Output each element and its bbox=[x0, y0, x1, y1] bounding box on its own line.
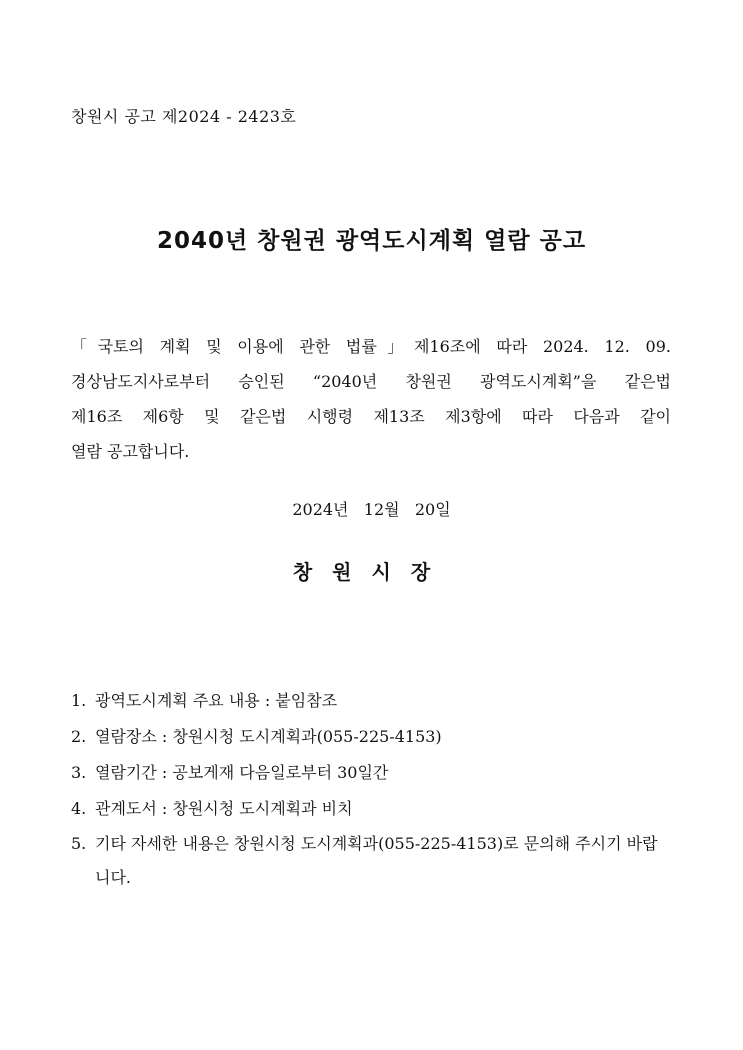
item-number: 3. bbox=[71, 763, 87, 782]
item-list bbox=[71, 683, 681, 895]
item-text: 기타 자세한 내용은 창원시청 도시계획과(055-225-4153)로 문의해 주시기 바랍니다. bbox=[95, 834, 658, 887]
body-line: 경상남도지사로부터 승인된 “2040년 창원권 광역도시계획”을 같은법 bbox=[71, 372, 671, 391]
item-number: 1. bbox=[71, 691, 87, 710]
body-line: 「국토의 계획 및 이용에 관한 법률」제16조에 따라 2024. 12. 09. bbox=[71, 337, 671, 356]
item-text: 열람기간 : 공보게재 다음일로부터 30일간 bbox=[95, 763, 389, 782]
list-item bbox=[71, 683, 681, 719]
item-number: 5. bbox=[71, 834, 87, 853]
list-item bbox=[71, 791, 681, 827]
list-item bbox=[71, 827, 681, 895]
issuer-name: 창원시장 bbox=[292, 560, 451, 584]
item-number: 2. bbox=[71, 727, 87, 746]
item-text: 열람장소 : 창원시청 도시계획과(055-225-4153) bbox=[95, 727, 442, 746]
item-text: 관계도서 : 창원시청 도시계획과 비치 bbox=[95, 799, 353, 818]
body-paragraph bbox=[71, 329, 671, 469]
list-item bbox=[71, 719, 681, 755]
document-title: 2040년 창원권 광역도시계획 열람 공고 bbox=[156, 228, 587, 254]
body-line: 열람 공고합니다. bbox=[71, 442, 190, 461]
item-number: 4. bbox=[71, 799, 87, 818]
item-text: 광역도시계획 주요 내용 : 붙임참조 bbox=[95, 691, 338, 710]
notice-number: 창원시 공고 제2024 - 2423호 bbox=[71, 107, 297, 126]
body-line: 제16조 제6항 및 같은법 시행령 제13조 제3항에 따라 다음과 같이 bbox=[71, 407, 671, 426]
notice-date: 2024년 12월 20일 bbox=[292, 500, 451, 519]
list-item bbox=[71, 755, 681, 791]
